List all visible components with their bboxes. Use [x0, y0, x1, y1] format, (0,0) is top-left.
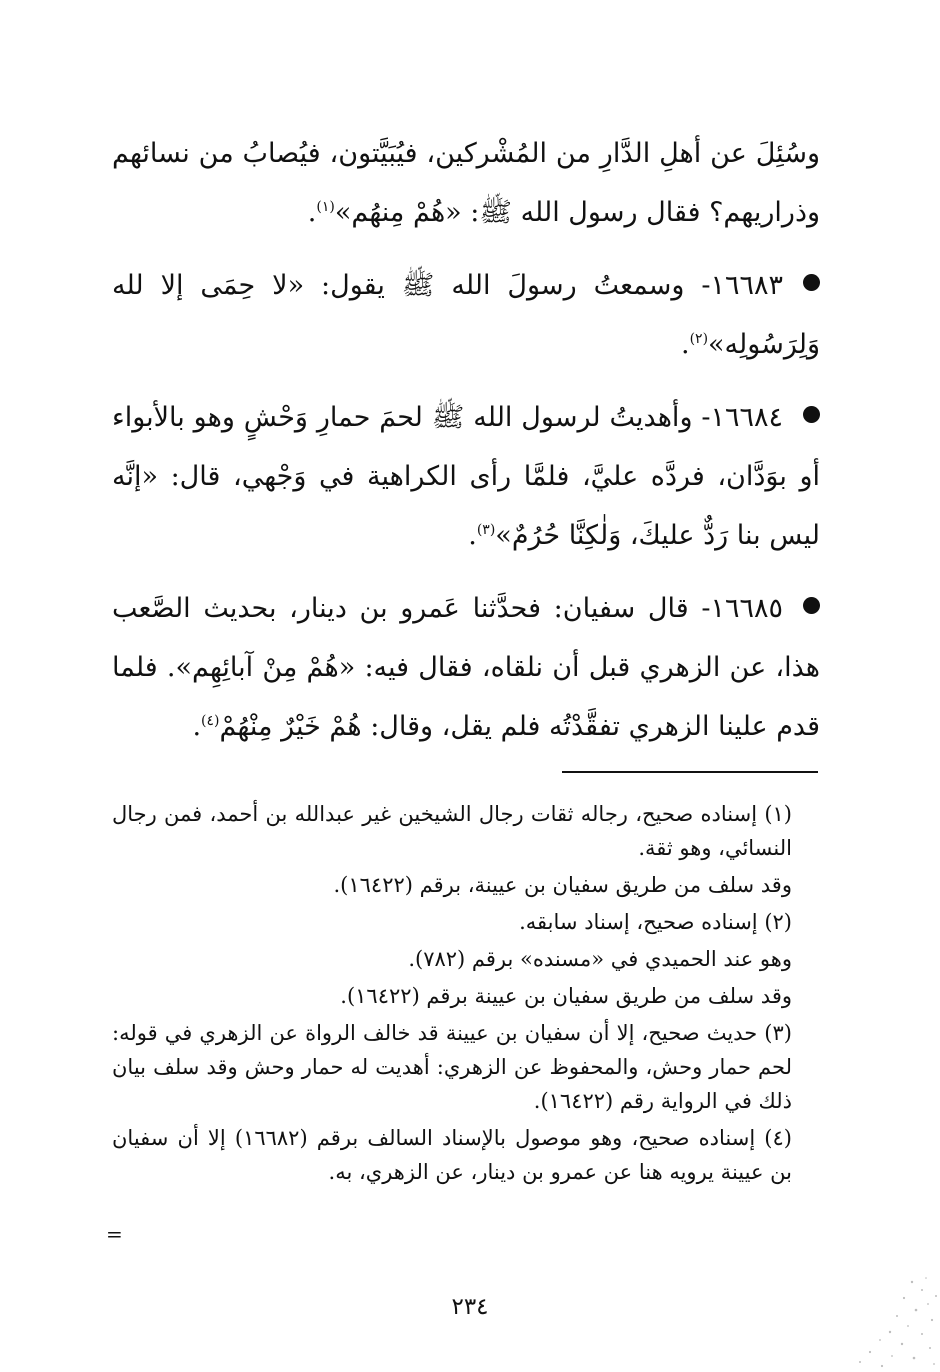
footnote-3: (٣) حديث صحيح، إلا أن سفيان بن عيينة قد خالف الرواة عن الزهري في قوله: لحم حمار وحش، والمحفوظ عن الزهري: أهديت له حمار وحش وقد سلف بيان ذلك في الرواية رقم (١٦٤٢٢). [112, 1021, 792, 1113]
paragraph-text: ١٦٦٨٤- وأهديتُ لرسول الله ﷺ لحمَ حمارِ وَحْشٍ وهو بالأبواء أو بوَدَّان، فردَّه عليَّ، فلمَّا رأى الكراهية في وَجْهي، قال: «إنَّه ليس بنا رَدٌّ عليكَ، وَلٰكِنَّا حُرُمٌ» [112, 402, 820, 551]
paragraph-text: ١٦٦٨٥- قال سفيان: فحدَّثنا عَمرو بن دينار، بحديث الصَّعب هذا، عن الزهري قبل أن نلقاه، فقال فيه: «هُمْ مِنْ آبائِهِم». فلما قدم علينا الزهري تفقَّدْتُه فلم يقل، وقال: هُمْ خَيْرٌ مِنْهُمْ [112, 593, 820, 742]
footnote-1-cont: وقد سلف من طريق سفيان بن عيينة، برقم (١٦٤٢٢). [333, 873, 792, 897]
footnote-ref: (١) [316, 199, 335, 215]
hadith-16684 [112, 388, 820, 565]
footnote-ref: (٤) [201, 713, 220, 729]
scan-noise-texture [842, 1270, 940, 1372]
paragraph-text: وسُئِلَ عن أهلِ الدَّارِ من المُشْركين، فيُبَيَّتون، فيُصابُ من نسائهم وذراريهم؟ فقال رسول الله ﷺ: «هُمْ مِنهُم» [112, 138, 820, 228]
page-number: ٢٣٤ [451, 1294, 489, 1320]
bullet-icon [803, 406, 820, 423]
footnote-2-cont-b: وقد سلف من طريق سفيان بن عيينة برقم (١٦٤٢٢). [340, 984, 792, 1008]
paragraph-1 [112, 124, 820, 242]
period: . [307, 197, 317, 228]
footnote-4: (٤) إسناده صحيح، وهو موصول بالإسناد السالف برقم (١٦٦٨٢) إلا أن سفيان بن عيينة يرويه هنا عن عمرو بن دينار، عن الزهري، به. [112, 1126, 792, 1184]
bullet-icon [803, 274, 820, 291]
footnote-1: (١) إسناده صحيح، رجاله ثقات رجال الشيخين غير عبدالله بن أحمد، فمن رجال النسائي، وهو ثقة. [112, 802, 792, 860]
hadith-16683 [112, 256, 820, 374]
paragraph-text: ١٦٦٨٣- وسمعتُ رسولَ الله ﷺ يقول: «لا حِمَى إلا لله وَلِرَسُولِه» [112, 270, 820, 360]
footnote-2-cont-a: وهو عند الحميدي في «مسنده» برقم (٧٨٢). [408, 947, 792, 971]
footnote-ref: (٣) [476, 522, 496, 538]
footnote-2: (٢) إسناده صحيح، إسناد سابقه. [519, 910, 792, 934]
hadith-16685 [112, 579, 820, 756]
bullet-icon [803, 597, 820, 614]
footnote-separator [562, 771, 818, 773]
footnote-ref: (٢) [689, 331, 709, 347]
main-text [112, 124, 820, 770]
footnotes [112, 797, 820, 1192]
continuation-mark: = [106, 1222, 123, 1246]
period: . [680, 329, 690, 360]
period: . [192, 711, 202, 742]
period: . [468, 520, 477, 551]
